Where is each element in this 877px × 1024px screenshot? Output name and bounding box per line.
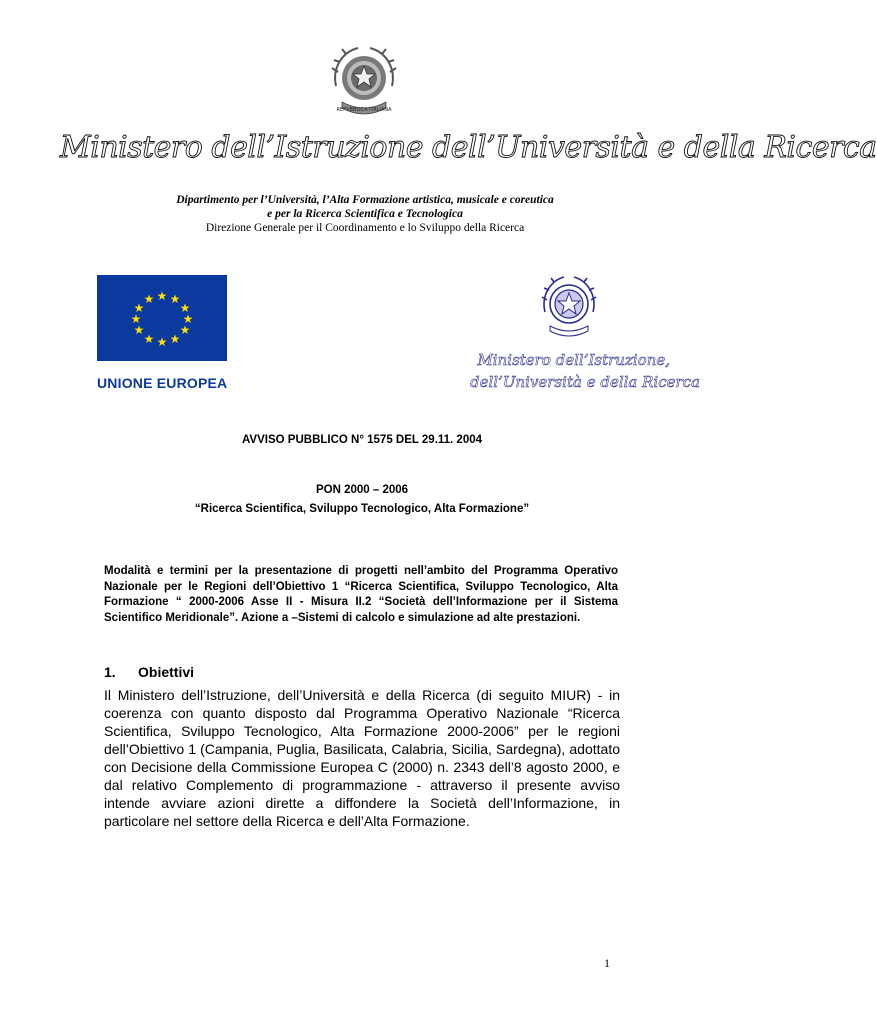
directorate-line: Direzione Generale per il Coordinamento e lo Sviluppo della Ricerca xyxy=(205,222,525,234)
svg-text:★: ★ xyxy=(143,292,155,306)
program-name: “Ricerca Scientifica, Sviluppo Tecnologico, Alta Formazione” xyxy=(194,503,530,515)
svg-text:★: ★ xyxy=(182,312,194,326)
department-line-1: Dipartimento per l’Università, l’Alta Formazione artistica, musicale e coreutica xyxy=(176,194,554,206)
ministry-signature-line-1: Ministero dell’Istruzione, xyxy=(477,351,670,369)
program-title: PON 2000 – 2006 xyxy=(315,484,409,496)
svg-text:★: ★ xyxy=(143,332,155,346)
italian-republic-emblem-icon xyxy=(328,42,400,122)
notice-title: AVVISO PUBBLICO N° 1575 DEL 29.11. 2004 xyxy=(241,434,483,446)
department-block xyxy=(120,193,610,235)
svg-text:★: ★ xyxy=(156,289,168,303)
svg-text:★: ★ xyxy=(130,312,142,326)
svg-text:★: ★ xyxy=(179,323,191,337)
eu-label: UNIONE EUROPEA xyxy=(97,375,228,391)
intro-paragraph: Modalità e termini per la presentazione di progetti nell’ambito del Programma Operativo Nazionale per le Regioni dell’Obiettivo 1 “Ricerca Scientifica, Sviluppo Tecnologico, Alta Formazione “ 2000-2006 Asse II - Misura II.2 “Società dell’Informazione per il Sistema Scientifico Meridionale”. Azione a –Sistemi di calcolo e simulazione ad alte prestazioni. xyxy=(104,565,618,624)
section-title: Obiettivi xyxy=(138,664,195,680)
ministry-signature-line-2: dell’Università e della Ricerca xyxy=(470,373,701,391)
section-heading xyxy=(104,664,194,680)
eu-flag-icon xyxy=(97,275,227,361)
department-line-2: e per la Ricerca Scientifica e Tecnologica xyxy=(267,208,463,220)
svg-text:★: ★ xyxy=(169,292,181,306)
svg-text:★: ★ xyxy=(156,335,168,349)
ministry-signature-text xyxy=(470,349,701,393)
svg-text:★: ★ xyxy=(179,301,191,315)
svg-text:REPVBBLICA ITALIANA: REPVBBLICA ITALIANA xyxy=(336,107,392,113)
ministry-emblem-icon xyxy=(538,272,600,342)
svg-text:★: ★ xyxy=(133,323,145,337)
section-body: Il Ministero dell’Istruzione, dell’Università e della Ricerca (di seguito MIUR) - in coerenza con quanto disposto dal Programma Operativo Nazionale “Ricerca Scientifica, Sviluppo Tecnologico, Alta Formazione 2000-2006” per le regioni dell’Obiettivo 1 (Campania, Puglia, Basilicata, Calabria, Sicilia, Sardegna), adottato con Decisione della Commissione Europea C (2000) n. 2343 dell’8 agosto 2000, e dal relativo Complemento di programmazione - attraverso il presente avviso intende avviare azioni dirette a diffondere la Società dell’Informazione, in particolare nel settore della Ricerca e dell’Alta Formazione. xyxy=(104,687,620,829)
ministry-title: Ministero dell’Istruzione dell’Università e della Ricerca xyxy=(60,130,877,165)
page-number: 1 xyxy=(604,956,610,970)
section-number: 1. xyxy=(104,664,116,680)
svg-text:★: ★ xyxy=(133,301,145,315)
svg-text:★: ★ xyxy=(169,332,181,346)
